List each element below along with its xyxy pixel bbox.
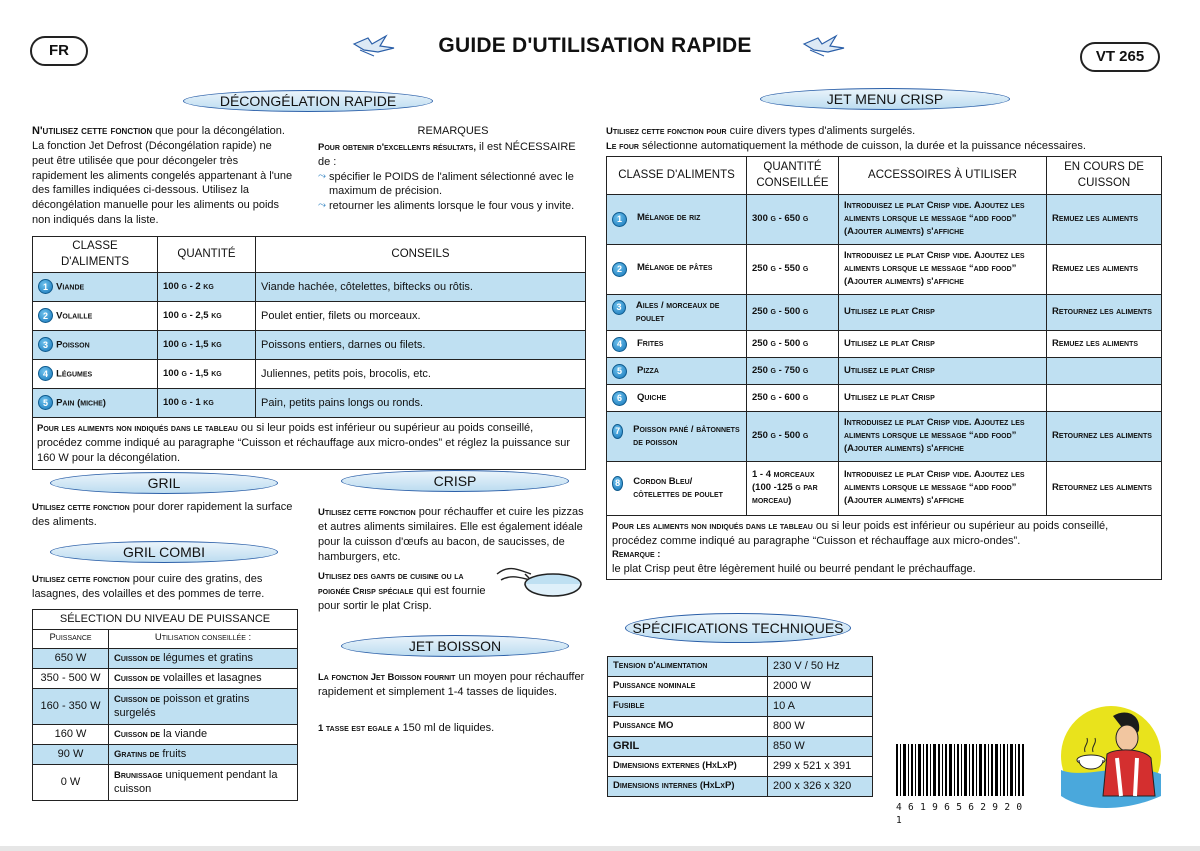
gril-text: Utilisez cette fonction pour dorer rapidement la surface des aliments. xyxy=(32,501,293,528)
jet-menu-crisp-banner: JET MENU CRISP xyxy=(760,88,1010,110)
number-badge: 1 xyxy=(612,212,627,227)
number-badge: 2 xyxy=(612,262,627,277)
table-row: Puissance MO 800 W xyxy=(608,717,873,737)
barcode-icon xyxy=(896,744,1026,796)
table-row: 3 Ailes / morceaux de poulet 250 g - 500 g Utilisez le plat Crisp Retournez les aliments xyxy=(607,295,1162,331)
number-badge: 5 xyxy=(38,395,53,410)
table-row: 5 Pain (miche) 100 g - 1 kg Pain, petits pains longs ou ronds. xyxy=(33,389,586,418)
lang-badge: FR xyxy=(30,36,88,66)
table-row: 1 Viande 100 g - 2 kg Viande hachée, côtelettes, biftecks ou rôtis. xyxy=(33,273,586,302)
bird-logo-icon xyxy=(350,30,398,60)
table-footer: Pour les aliments non indiqués dans le tableau ou si leur poids est inférieur ou supérieur au poids conseillé, procédez comme indiqué au paragraphe “Cuisson et réchauffage aux micro-ondes” et réglez la puissance sur 160 W pour la décongélation. xyxy=(33,418,586,470)
jet-boisson-text: La fonction Jet Boisson fournit un moyen pour réchauffer rapidement et simplement 1-4 tasses de liquides. xyxy=(318,671,585,698)
number-badge: 4 xyxy=(612,337,627,352)
specs-table xyxy=(607,656,873,797)
remarques-block: REMARQUES Pour obtenir d'excellents résultats, il est NÉCESSAIRE de : ⤳ spécifier le POIDS de l'aliment sélectionné avec le maximum de précision. ⤳ retourner les aliments lorsque le four vous y invite. xyxy=(318,125,576,213)
table-row: 650 W Cuisson de légumes et gratins xyxy=(33,648,298,668)
table-row: 4 Légumes 100 g - 1,5 kg Juliennes, petits pois, brocolis, etc. xyxy=(33,360,586,389)
jet-boisson-text-2: 1 tasse est egale a 150 ml de liquides. xyxy=(318,722,495,734)
power-level-table: SÉLECTION DU NIVEAU DE PUISSANCE Puissance Utilisation conseillée : 650 W Cuisson de légumes et gratins 350 - 500 W Cuisson de volailles et lasagnes 160 - 350 W Cuisson de poisson et gratins surgelés 160 W Cuisson de la viande 90 W Gratins de fruits 0 W Brunissage uniquement pendant la cuisson xyxy=(32,609,298,801)
crisp-text-2: Utilisez des gants de cuisine ou la poignée Crisp spéciale qui est fournie pour sortir le plat Crisp. xyxy=(318,571,486,612)
table-row: 5 Pizza 250 g - 750 g Utilisez le plat Crisp xyxy=(607,358,1162,385)
number-badge: 6 xyxy=(612,391,627,406)
jet-menu-table: CLASSE D'ALIMENTS QUANTITÉ CONSEILLÉE ACCESSOIRES À UTILISER EN COURS DE CUISSON 1 Mélange de riz 300 g - 650 g Introduisez le plat Crisp vide. Ajoutez les aliments lorsque le message “add food” (Ajouter aliments) s'affiche Remuez les aliments 2 Mélange de pâtes 250 g - 550 g Introduisez le plat Crisp vide. Ajoutez les aliments lorsque le message “add food” (Ajouter aliments) s'affiche Remuez les aliments 3 Ailes / morceaux de poulet 250 g - 500 g Utilisez le plat Crisp Retournez les aliments 4 Frites 250 g - 500 g Utilisez le plat Crisp Remuez les aliments 5 Pizza 250 g - 750 g Utilisez le plat Crisp 6 Quiche 250 g - 600 g Utilisez le plat Crisp 7 Poisson pané / bâtonnets de poisson 250 g - 500 g Introduisez le plat Crisp vide. Ajoutez les aliments lorsque le message “add food” (Ajouter aliments) s'affiche Retournez les aliments 8 Cordon Bleu/ côtelettes de poulet 1 - 4 morceaux (100 -125 g par morceau) Introduisez le plat Crisp vide. Ajoutez les aliments lorsque le message “add food” (Ajouter aliments) s'affiche Retournez les aliments Pour les aliments non indiqués dans le tableau ou si leur poids est inférieur ou supérieur au poids conseillé, procédez comme indiqué au paragraphe “Cuisson et réchauffage aux micro-ondes”. Remarque : le plat Crisp peut être légèrement huilé ou beurré pendant le préchauffage. xyxy=(606,156,1162,580)
table-row: 1 Mélange de riz 300 g - 650 g Introduisez le plat Crisp vide. Ajoutez les aliments lorsque le message “add food” (Ajouter aliments) s'affiche Remuez les aliments xyxy=(607,195,1162,245)
number-badge: 8 xyxy=(612,476,623,491)
decongelation-table: CLASSE D'ALIMENTS QUANTITÉ CONSEILS 1 Viande 100 g - 2 kg Viande hachée, côtelettes, biftecks ou rôtis. 2 Volaille 100 g - 2,5 kg Poulet entier, filets ou morceaux. 3 Poisson 100 g - 1,5 kg Poissons entiers, darnes ou filets. 4 Légumes 100 g - 1,5 kg Juliennes, petits pois, brocolis, etc. 5 Pain (miche) 100 g - 1 kg Pain, petits pains longs ou ronds. Pour les aliments non indiqués dans le tableau ou si leur poids est inférieur ou supérieur au poids conseillé, procédez comme indiqué au paragraphe “Cuisson et réchauffage aux micro-ondes” et réglez la puissance sur 160 W pour la décongélation. xyxy=(32,236,586,470)
table-row: GRIL 850 W xyxy=(608,737,873,757)
gril-combi-banner: GRIL COMBI xyxy=(50,541,278,563)
crisp-text: Utilisez cette fonction pour réchauffer et cuire les pizzas et autres aliments similaires. Elle est également idéale pour la cuisson d'œufs au bacon, de saucisses, de hamburgers, etc. xyxy=(318,506,584,563)
table-row: Dimensions externes (HxLxP) 299 x 521 x 391 xyxy=(608,757,873,777)
specs-banner: SPÉCIFICATIONS TECHNIQUES xyxy=(625,613,851,643)
bottom-rule xyxy=(0,846,1200,851)
model-badge: VT 265 xyxy=(1080,42,1160,72)
table-row: 4 Frites 250 g - 500 g Utilisez le plat Crisp Remuez les aliments xyxy=(607,331,1162,358)
table-row: Puissance nominale 2000 W xyxy=(608,677,873,697)
table-row: 3 Poisson 100 g - 1,5 kg Poissons entiers, darnes ou filets. xyxy=(33,331,586,360)
decongelation-intro: N'utilisez cette fonction que pour la décongélation. La fonction Jet Defrost (Décongélation rapide) ne peut être utilisée que pour décongeler très rapidement les aliments congelés appartenant à l'une des familles indiquées ci-dessous. Utilisez la décongélation manuelle pour les aliments ou poids non indiqués dans la liste. xyxy=(32,125,293,227)
table-row: 160 - 350 W Cuisson de poisson et gratins surgelés xyxy=(33,688,298,724)
table-row: 7 Poisson pané / bâtonnets de poisson 250 g - 500 g Introduisez le plat Crisp vide. Ajoutez les aliments lorsque le message “add food” (Ajouter aliments) s'affiche Retournez les aliments xyxy=(607,412,1162,462)
number-badge: 1 xyxy=(38,279,53,294)
chef-illustration-icon xyxy=(1055,700,1167,812)
crisp-banner: CRISP xyxy=(341,470,569,492)
decongelation-banner: DÉCONGÉLATION RAPIDE xyxy=(183,90,433,112)
crisp-dish-icon xyxy=(495,556,585,616)
number-badge: 3 xyxy=(38,337,53,352)
gril-banner: GRIL xyxy=(50,472,278,494)
table-row: 2 Volaille 100 g - 2,5 kg Poulet entier, filets ou morceaux. xyxy=(33,302,586,331)
gril-combi-text: Utilisez cette fonction pour cuire des gratins, des lasagnes, des volailles et des pommes de terre. xyxy=(32,573,265,600)
table-row: Tension d'alimentation 230 V / 50 Hz xyxy=(608,657,873,677)
jet-boisson-banner: JET BOISSON xyxy=(341,635,569,657)
table-row: Fusible 10 A xyxy=(608,697,873,717)
table-footer: Pour les aliments non indiqués dans le tableau ou si leur poids est inférieur ou supérieur au poids conseillé, procédez comme indiqué au paragraphe “Cuisson et réchauffage aux micro-ondes”. Remarque : le plat Crisp peut être légèrement huilé ou beurré pendant le préchauffage. xyxy=(607,516,1162,580)
table-row: 160 W Cuisson de la viande xyxy=(33,724,298,744)
barcode-number: 4 6 1 9 6 5 6 2 9 2 0 1 xyxy=(896,801,1023,826)
number-badge: 5 xyxy=(612,364,627,379)
number-badge: 4 xyxy=(38,366,53,381)
bird-logo-icon xyxy=(800,30,848,60)
barcode xyxy=(896,744,1026,827)
table-row: 6 Quiche 250 g - 600 g Utilisez le plat Crisp xyxy=(607,385,1162,412)
table-row: 90 W Gratins de fruits xyxy=(33,744,298,764)
number-badge: 2 xyxy=(38,308,53,323)
jet-menu-intro: Utilisez cette fonction pour cuire divers types d'aliments surgelés. Le four sélectionne automatiquement la méthode de cuisson, la durée et la puissance nécessaires. xyxy=(606,125,1086,152)
table-row: 2 Mélange de pâtes 250 g - 550 g Introduisez le plat Crisp vide. Ajoutez les aliments lorsque le message “add food” (Ajouter aliments) s'affiche Remuez les aliments xyxy=(607,245,1162,295)
number-badge: 7 xyxy=(612,424,623,439)
table-row: 0 W Brunissage uniquement pendant la cuisson xyxy=(33,764,298,800)
number-badge: 3 xyxy=(612,300,626,315)
table-row: 350 - 500 W Cuisson de volailles et lasagnes xyxy=(33,668,298,688)
table-row: 8 Cordon Bleu/ côtelettes de poulet 1 - 4 morceaux (100 -125 g par morceau) Introduisez le plat Crisp vide. Ajoutez les aliments lorsque le message “add food” (Ajouter aliments) s'affiche Retournez les aliments xyxy=(607,462,1162,516)
table-row: Dimensions internes (HxLxP) 200 x 326 x 320 xyxy=(608,777,873,797)
page-title: GUIDE D'UTILISATION RAPIDE xyxy=(438,34,752,57)
